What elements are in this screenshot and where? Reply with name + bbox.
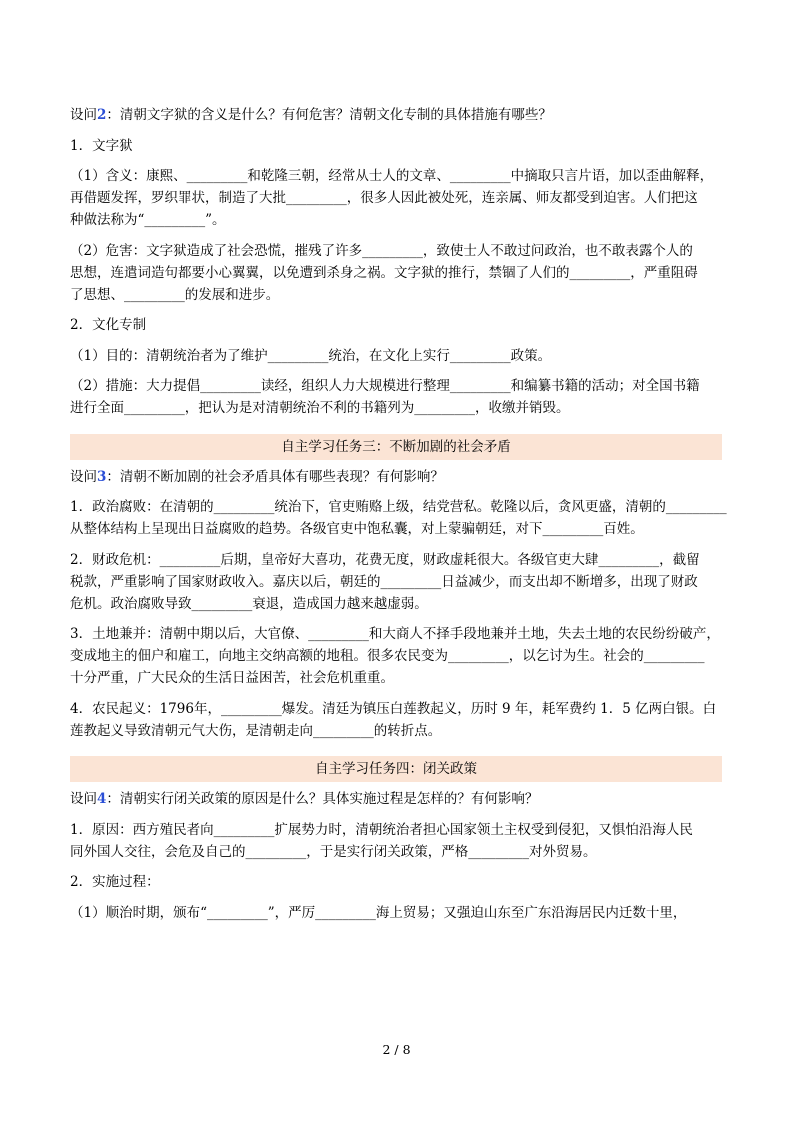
text-line: 从整体结构上呈现出日益腐败的趋势。各级官吏中饱私囊，对上蒙骗朝廷，对下_________百姓。 <box>70 521 644 537</box>
text-line: 2．实施过程： <box>70 874 160 890</box>
text-line: 十分严重，广大民众的生活日益困苦，社会危机重重。 <box>70 670 394 686</box>
question-prompt <box>70 788 730 810</box>
question-text: ：清朝实行闭关政策的原因是什么？具体实施过程是怎样的？有何影响？ <box>106 791 539 807</box>
paragraph <box>70 135 730 157</box>
question-number: 3 <box>97 468 107 485</box>
text-line: 1．文字狱 <box>70 137 133 154</box>
text-line: （1）顺治时期，颁布“_________”，严厉_________海上贸易；又强迫山东至广东沿海居民内迁数十里， <box>70 904 687 921</box>
text-line: （2）危害：文字狱造成了社会恐慌，摧残了许多_________，致使士人不敢过问政治，也不敢表露个人的 <box>70 242 693 259</box>
spacer <box>70 419 730 428</box>
text-line <box>70 788 730 810</box>
text-line: 税款，严重影响了国家财政收入。嘉庆以后，朝廷的_________日益减少，而支出却不断增多，出现了财政 <box>70 573 698 590</box>
question-number: 4 <box>97 791 107 807</box>
question-text: 设问 <box>70 791 97 807</box>
spacer <box>70 689 730 698</box>
spacer <box>70 157 730 166</box>
text-line: 莲教起义导致清朝元气大伤，是清朝走向_________的转折点。 <box>70 722 442 739</box>
text-line: 2．文化专制 <box>70 317 147 333</box>
question-prompt <box>70 466 730 488</box>
text-line: 变成地主的佃户和雇工，向地主交纳高额的地租。很多农民变为_________，以乞讨为生。社会的_________ <box>70 648 705 664</box>
text-line: 1．原因：西方殖民者向_________扩展势力时，清朝统治者担心国家领土主权受到侵犯，又惧怕沿海人民 <box>70 821 693 838</box>
text-line: （1）含义：康熙、_________和乾隆三朝，经常从士人的文章、_________中摘取只言片语，加以歪曲解释， <box>70 168 714 184</box>
question-text: 设问 <box>70 107 97 123</box>
text-line: 危机。政治腐败导致_________衰退，造成国力越来越虚弱。 <box>70 595 428 612</box>
spacer <box>70 742 730 751</box>
paragraph <box>70 165 730 231</box>
paragraph <box>70 314 730 336</box>
question-text: ：清朝不断加剧的社会矛盾具体有哪些表现？有何影响？ <box>106 468 444 485</box>
paragraph <box>70 549 730 615</box>
paragraph <box>70 375 730 419</box>
spacer <box>70 615 730 624</box>
spacer <box>70 231 730 240</box>
paragraph <box>70 871 730 893</box>
spacer <box>70 336 730 345</box>
section-heading: 自主学习任务三：不断加剧的社会矛盾 <box>70 434 722 460</box>
text-line: 4．农民起义：1796年，_________爆发。清廷为镇压白莲教起义，历时 9 年，耗军费约 1．5 亿两白银。白 <box>70 700 717 717</box>
paragraph <box>70 345 730 367</box>
spacer <box>70 893 730 902</box>
spacer <box>70 488 730 497</box>
text-line: （2）措施：大力提倡_________读经，组织人力大规模进行整理_________和编纂书籍的活动；对全国书籍 <box>70 378 700 394</box>
text-line: 进行全面_________，把认为是对清朝统治不利的书籍列为_________，收缴并销毁。 <box>70 400 570 416</box>
text-line: 2．财政危机：_________后期，皇帝好大喜功，花费无度，财政虚耗很大。各级官吏大肆_________，截留 <box>70 551 700 568</box>
text-line: 同外国人交往，会危及自己的_________，于是实行闭关政策，严格_________对外贸易。 <box>70 843 597 860</box>
paragraph <box>70 240 730 306</box>
spacer <box>70 367 730 376</box>
question-number: 2 <box>97 107 107 123</box>
question-prompt <box>70 104 730 126</box>
text-line: 1．政治腐败：在清朝的_________统治下，官吏贿赂上级，结党营私。乾隆以后，贪风更盛，清朝的_________ <box>70 499 727 515</box>
text-line: 3．土地兼并：清朝中期以后，大官僚、_________和大商人不择手段地兼并土地，失去土地的农民纷纷破产， <box>70 626 720 642</box>
spacer <box>70 306 730 315</box>
spacer <box>70 540 730 549</box>
paragraph <box>70 902 730 924</box>
paragraph <box>70 698 730 742</box>
text-line: 种做法称为“_________”。 <box>70 212 226 228</box>
text-line: 再借题发挥，罗织罪状，制造了大批_________，很多人因此被处死，连亲属、师友都受到迫害。人们把这 <box>70 190 698 206</box>
text-line <box>70 104 730 126</box>
spacer <box>70 810 730 819</box>
paragraph <box>70 623 730 689</box>
paragraph <box>70 819 730 863</box>
text-line <box>70 466 730 488</box>
text-line: 了思想、_________的发展和进步。 <box>70 286 280 303</box>
question-text: 设问 <box>70 468 97 485</box>
spacer <box>70 863 730 872</box>
page-content <box>70 104 730 932</box>
spacer <box>70 924 730 933</box>
section-heading: 自主学习任务四：闭关政策 <box>70 756 722 782</box>
page-number: 2 / 8 <box>382 1042 411 1057</box>
text-line: （1）目的：清朝统治者为了维护_________统治，在文化上实行_________政策。 <box>70 347 552 364</box>
text-line: 思想，连遣词造句都要小心翼翼，以免遭到杀身之祸。文字狱的推行，禁锢了人们的_________，严重阻碍 <box>70 264 698 281</box>
question-text: ：清朝文字狱的含义是什么？有何危害？清朝文化专制的具体措施有哪些？ <box>106 107 552 123</box>
spacer <box>70 126 730 135</box>
paragraph <box>70 496 730 540</box>
